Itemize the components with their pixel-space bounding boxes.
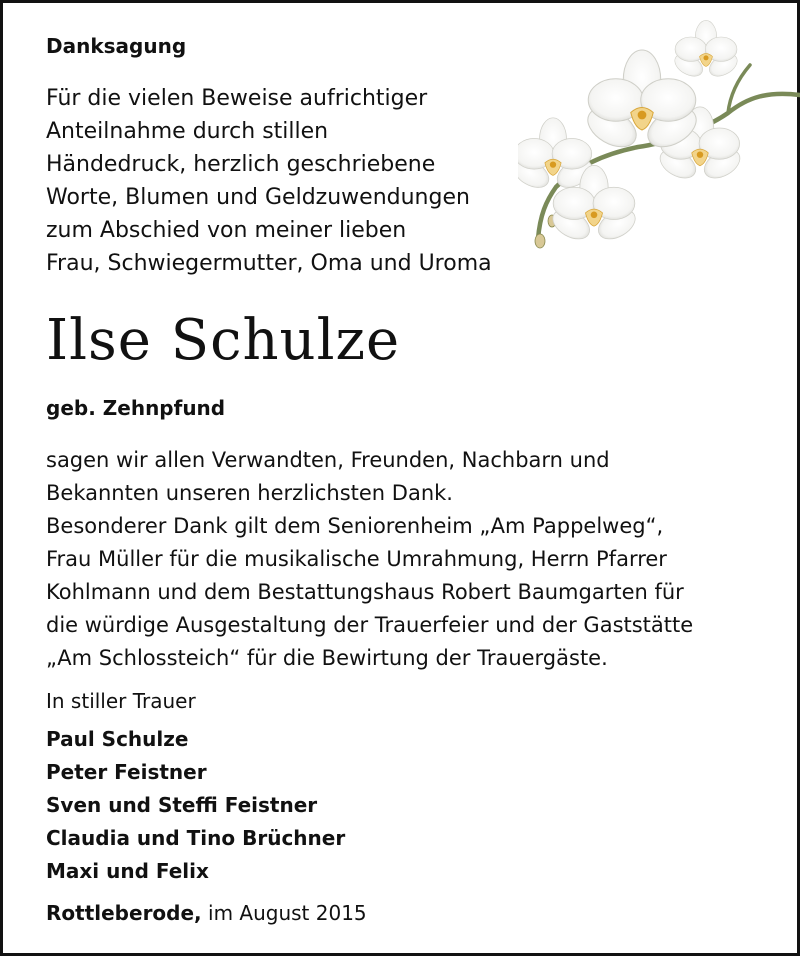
intro-line: Anteilnahme durch stillen <box>46 119 329 144</box>
thanks-line: Frau Müller für die musikalische Umrahmung, Herrn Pfarrer <box>46 547 667 571</box>
footer-place: Rottleberode, <box>46 901 202 925</box>
intro-line: zum Abschied von meiner lieben <box>46 218 407 243</box>
orchid-icon <box>518 15 800 260</box>
footer-date: im August 2015 <box>208 901 367 925</box>
mourner-name: Peter Feistner <box>46 760 207 784</box>
intro-line: Für die vielen Beweise aufrichtiger <box>46 86 428 111</box>
intro-line: Frau, Schwiegermutter, Oma und Uroma <box>46 251 492 276</box>
heading: Danksagung <box>46 34 187 58</box>
thanks-line: Kohlmann und dem Bestattungshaus Robert Baumgarten für <box>46 580 684 604</box>
thanks-line: sagen wir allen Verwandten, Freunden, Nachbarn und <box>46 448 610 472</box>
footer <box>46 901 367 925</box>
mourner-name: Maxi und Felix <box>46 859 209 883</box>
intro-line: Händedruck, herzlich geschriebene <box>46 152 436 177</box>
mourner-name: Sven und Steffi Feistner <box>46 793 318 817</box>
mourning-label: In stiller Trauer <box>46 689 196 713</box>
thanks-line: die würdige Ausgestaltung der Trauerfeier und der Gaststätte <box>46 613 694 637</box>
thanks-text <box>46 444 786 675</box>
mourner-name: Claudia und Tino Brüchner <box>46 826 346 850</box>
thanks-line: Besonderer Dank gilt dem Seniorenheim „Am Pappelweg“, <box>46 514 664 538</box>
deceased-name: Ilse Schulze <box>46 308 401 373</box>
thanks-line: Bekannten unseren herzlichsten Dank. <box>46 481 453 505</box>
intro-line: Worte, Blumen und Geldzuwendungen <box>46 185 470 210</box>
intro-text <box>46 82 546 280</box>
mourner-name: Paul Schulze <box>46 727 189 751</box>
birth-name: geb. Zehnpfund <box>46 396 226 420</box>
thanks-line: „Am Schlossteich“ für die Bewirtung der Trauergäste. <box>46 646 608 670</box>
mourners-list <box>46 723 345 888</box>
